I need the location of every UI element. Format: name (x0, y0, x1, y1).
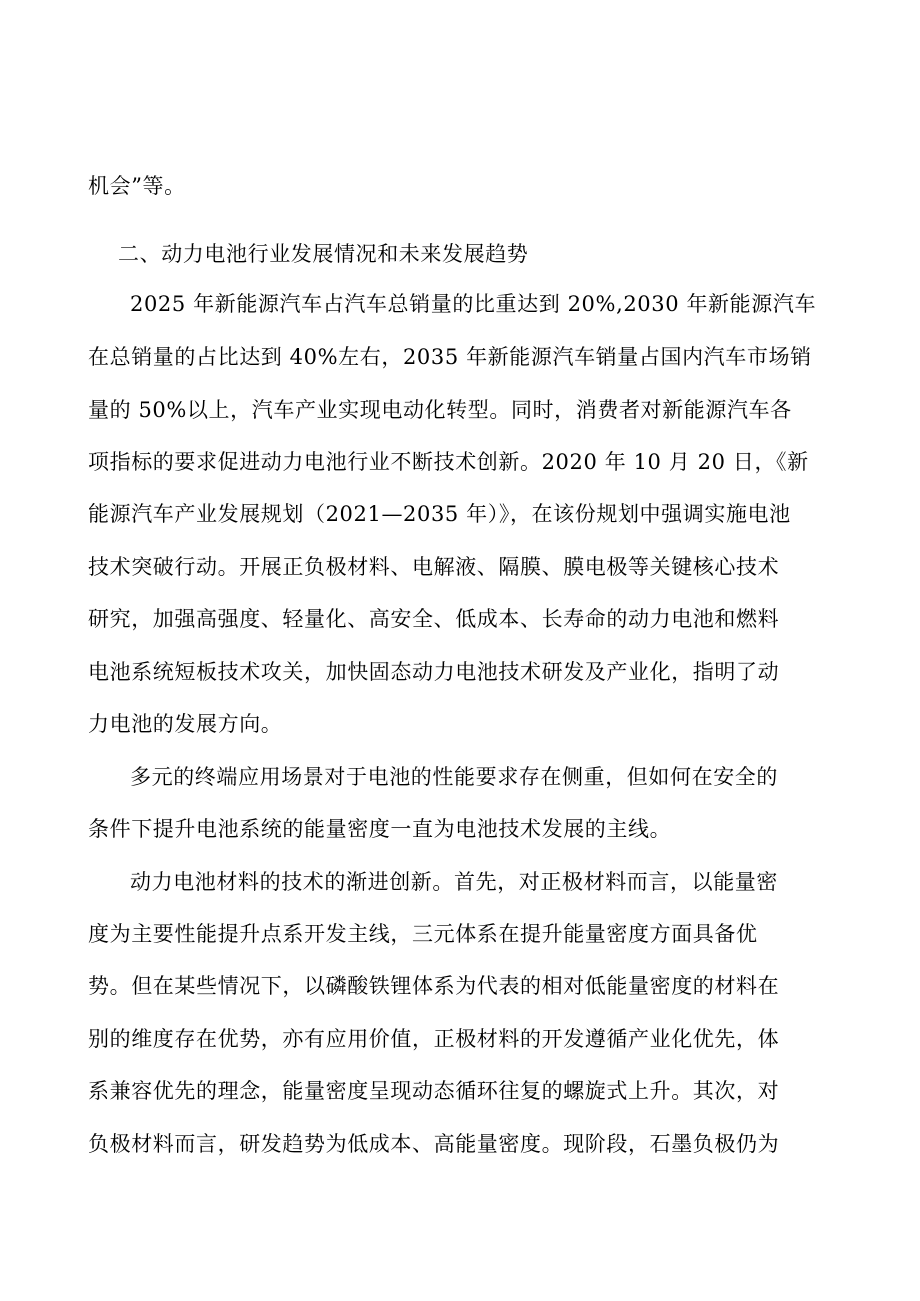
paragraph-tail-line: 机会”等。 (88, 174, 186, 198)
section-heading: 二、动力电池行业发展情况和未来发展趋势 (118, 242, 529, 266)
paragraph-1-line-4: 项指标的要求促进动力电池行业不断技术创新。2020 年 10 月 20 日，《新 (88, 450, 809, 474)
paragraph-1-line-3: 量的 50%以上，汽车产业实现电动化转型。同时，消费者对新能源汽车各 (88, 398, 792, 422)
paragraph-3-line-5: 系兼容优先的理念，能量密度呈现动态循环往复的螺旋式上升。其次，对 (88, 1079, 780, 1103)
paragraph-1-line-7: 研究，加强高强度、轻量化、高安全、低成本、长寿命的动力电池和燃料 (88, 607, 780, 631)
paragraph-1-line-1: 2025 年新能源汽车占汽车总销量的比重达到 20%,2030 年新能源汽车 (130, 292, 817, 316)
paragraph-1-line-2: 在总销量的占比达到 40%左右，2035 年新能源汽车销量占国内汽车市场销 (88, 345, 812, 369)
paragraph-3-line-3: 势。但在某些情况下，以磷酸铁锂体系为代表的相对低能量密度的材料在 (88, 974, 780, 998)
paragraph-1-line-8: 电池系统短板技术攻关，加快固态动力电池技术研发及产业化，指明了动 (88, 660, 780, 684)
paragraph-1-line-9: 力电池的发展方向。 (88, 712, 283, 736)
paragraph-3-line-1: 动力电池材料的技术的渐进创新。首先，对正极材料而言，以能量密 (130, 870, 778, 894)
paragraph-3-line-2: 度为主要性能提升点系开发主线，三元体系在提升能量密度方面具备优 (88, 922, 758, 946)
paragraph-2-line-1: 多元的终端应用场景对于电池的性能要求存在侧重，但如何在安全的 (130, 765, 778, 789)
paragraph-1-line-5: 能源汽车产业发展规划（2021—2035 年）》，在该份规划中强调实施电池 (88, 502, 791, 526)
paragraph-3-line-6: 负极材料而言，研发趋势为低成本、高能量密度。现阶段，石墨负极仍为 (88, 1132, 780, 1156)
paragraph-2-line-2: 条件下提升电池系统的能量密度一直为电池技术发展的主线。 (88, 817, 672, 841)
paragraph-1-line-6: 技术突破行动。开展正负极材料、电解液、隔膜、膜电极等关键核心技术 (88, 555, 780, 579)
paragraph-3-line-4: 别的维度存在优势，亦有应用价值，正极材料的开发遵循产业化优先，体 (88, 1027, 780, 1051)
